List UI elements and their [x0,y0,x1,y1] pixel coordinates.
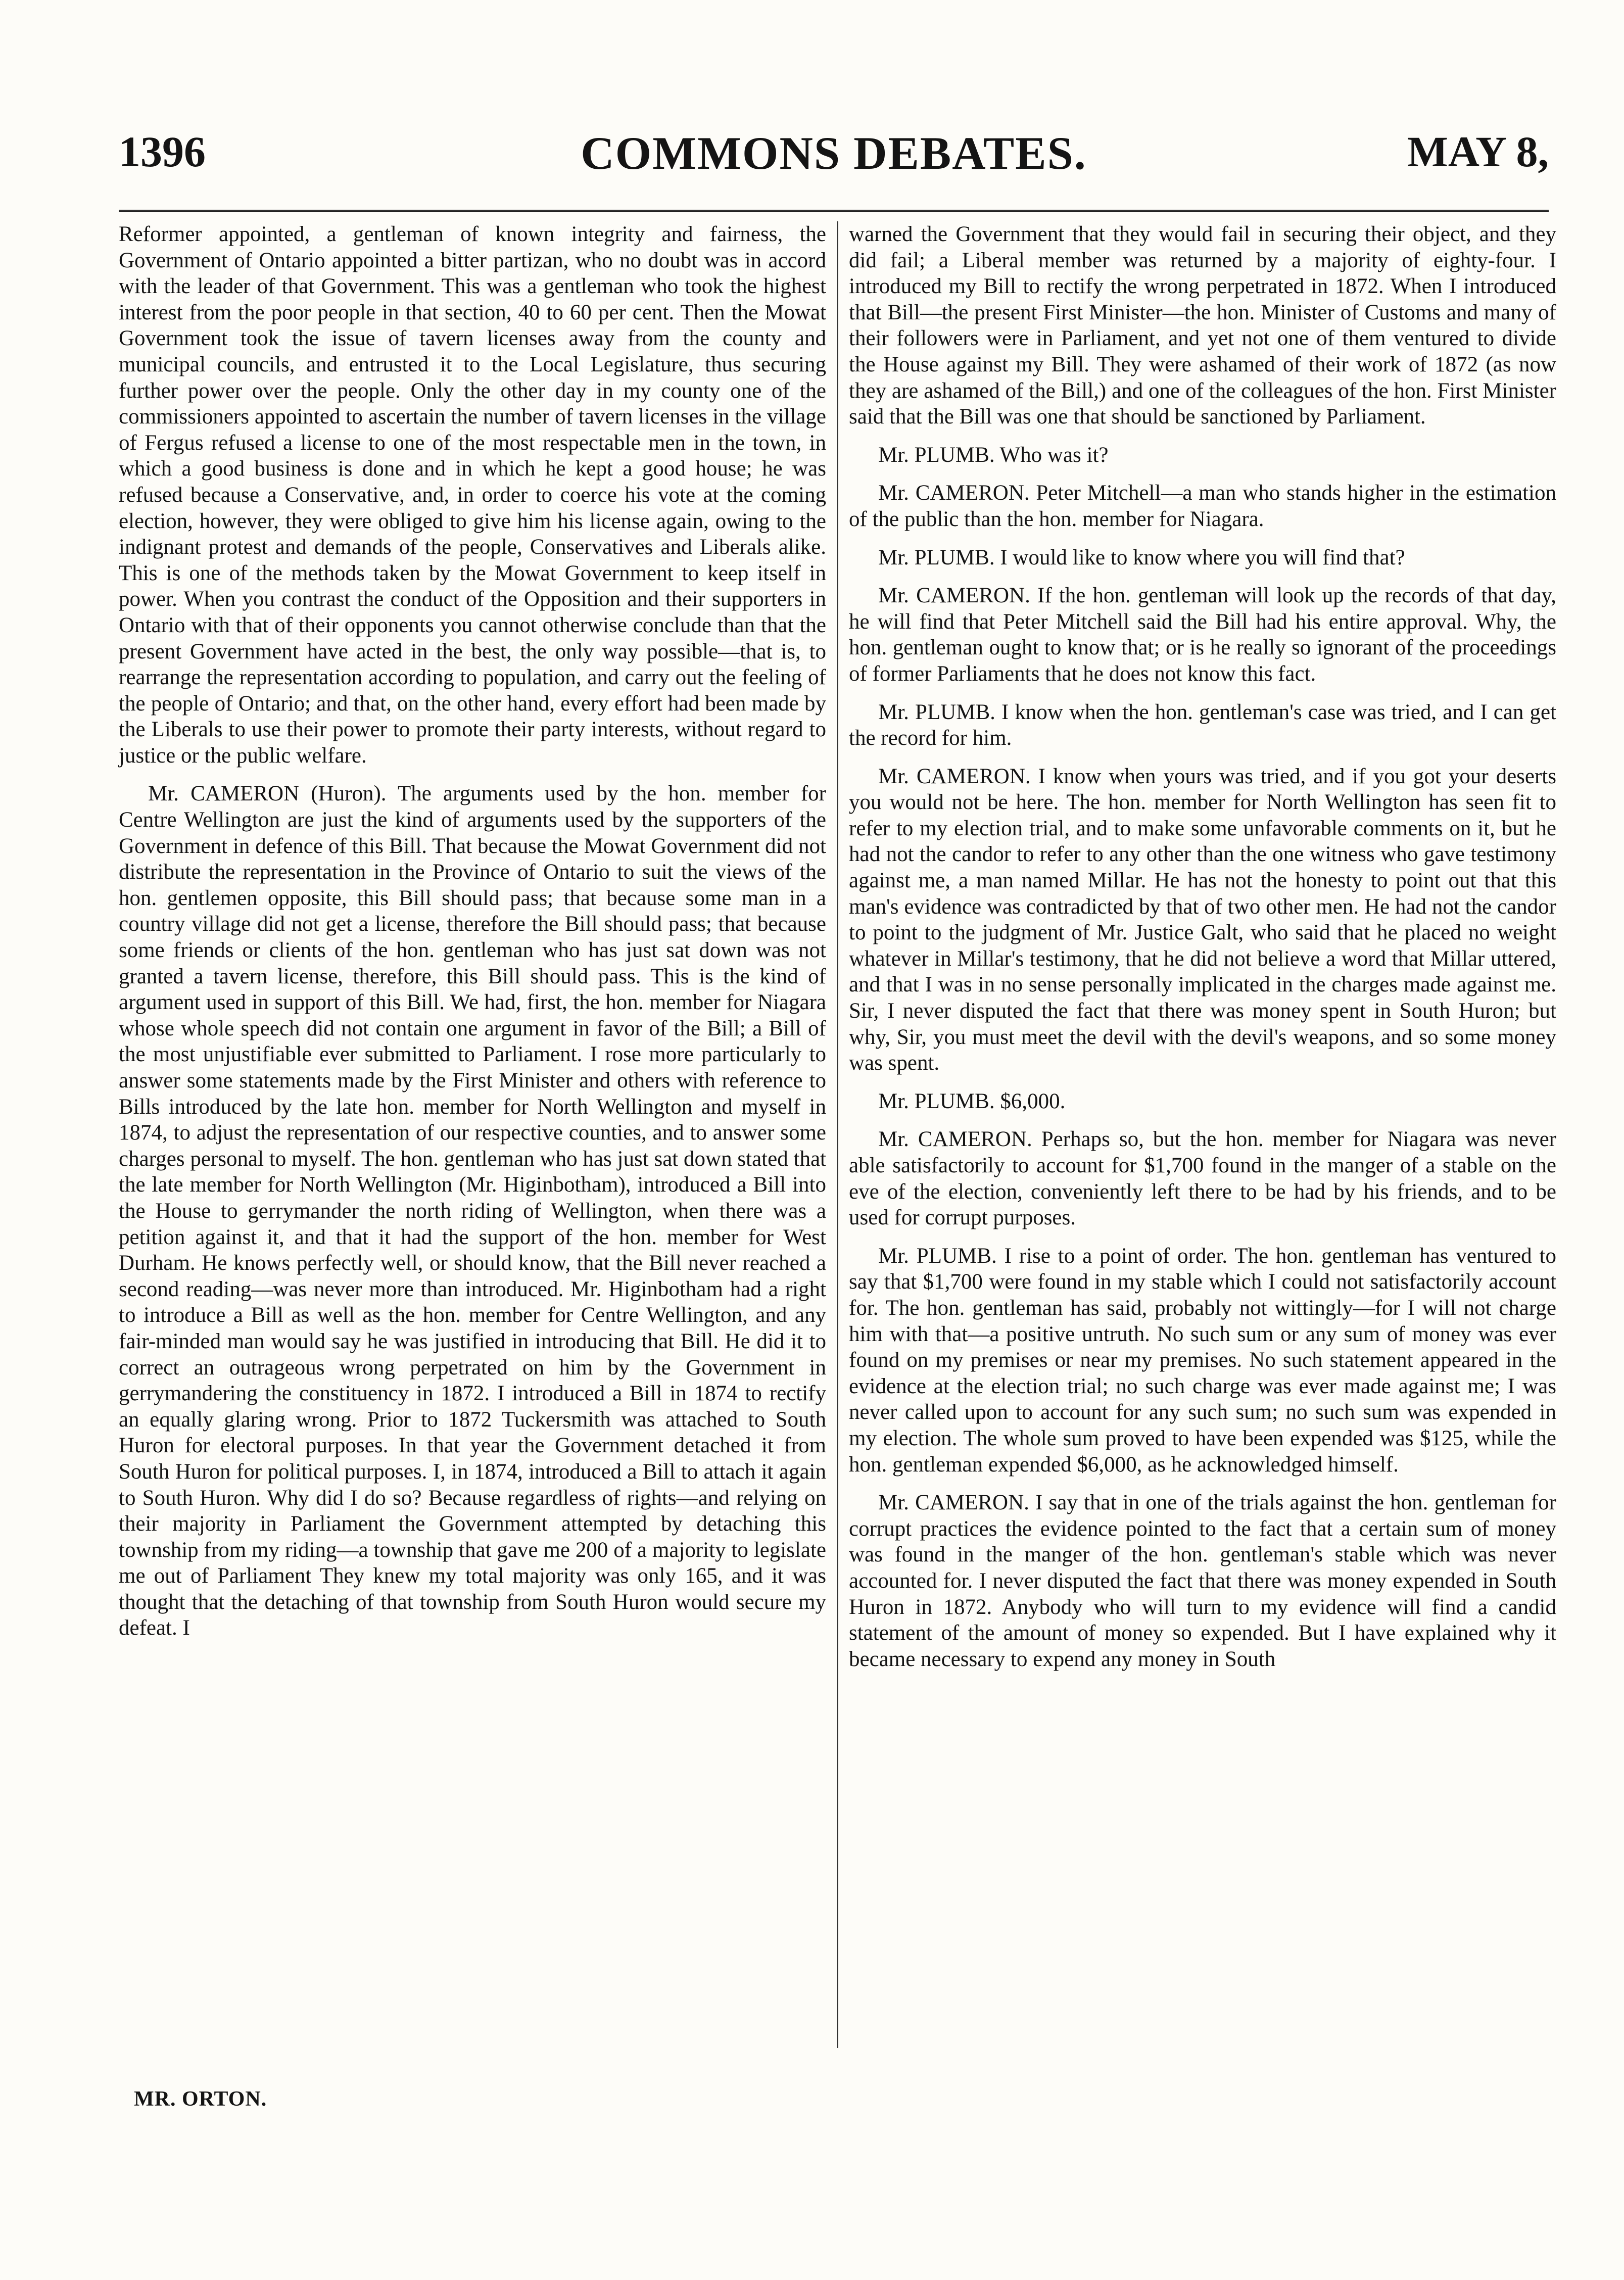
paragraph: Reformer appointed, a gentleman of known integrity and fairness, the Government of Ontario appointed a bitter partizan, who no doubt was in accord with the leader of that Government. This was a gentleman who took the highest interest from the poor people in that section, 40 to 60 per cent. Then the Mowat Government took the issue of tavern licenses away from the county and municipal councils, and entrusted it to the Local Legislature, thus securing further power over the people. Only the other day in my county one of the commissioners appointed to ascertain the number of tavern licenses in the village of Fergus refused a license to one of the most respectable men in the town, in which a good business is done and in which he kept a good house; he was refused because a Conservative, and, in order to coerce his vote at the coming election, however, they were obliged to give him his license again, owing to the indignant protest and demands of the people, Conservatives and Liberals alike. This is one of the methods taken by the Mowat Government to keep itself in power. When you contrast the conduct of the Opposition and their supporters in Ontario with that of their opponents you cannot otherwise conclude than that the present Government have acted in the best, the only way possible—that is, to rearrange the representation according to population, and carry out the feeling of the people of Ontario; and that, on the other hand, every effort had been made by the Liberals to use their power to promote their party interests, without regard to justice or the public welfare. [119,222,826,768]
paragraph: Mr. CAMERON. I say that in one of the trials against the hon. gentleman for corrupt practices the evidence pointed to the fact that a certain sum of money was found in the manger of the hon. gentleman's stable which was never accounted for. I never disputed the fact that there was money expended in South Huron in 1872. Anybody who will turn to my evidence will find a candid statement of the amount of money so expended. But I have explained why it became necessary to expend any money in South [849,1491,1556,1671]
paragraph: Mr. CAMERON. I know when yours was tried, and if you got your deserts you would not be here. The hon. member for North Wellington has seen fit to refer to my election trial, and to make some unfavorable comments on it, but he had not the candor to refer to any other than the one witness who gave testimony against me, a man named Millar. He has not the honesty to point out that this man's evidence was contradicted by that of two other men. He had not the candor to point to the judgment of Mr. Justice Galt, who said that he placed no weight whatever in Millar's testimony, that he did not believe a word that Millar uttered, and that I was in no sense personally implicated in the charges made against me. Sir, I never disputed the fact that there was money spent in South Huron; but why, Sir, you must meet the devil with the devil's weapons, and so some money was spent. [849,764,1556,1075]
page-number: 1396 [119,127,206,176]
page-date: MAY 8, [1407,127,1549,176]
paragraph: Mr. CAMERON. Perhaps so, but the hon. member for Niagara was never able satisfactorily to account for $1,700 found in the manger of a stable on the eve of the election, conveniently left there to be had by his friends, and to be used for corrupt purposes. [849,1127,1556,1230]
left-column [119,221,826,1653]
paragraph: Mr. CAMERON. Peter Mitchell—a man who stands higher in the estimation of the public than the hon. member for Niagara. [849,481,1556,531]
paragraph: Mr. PLUMB. $6,000. [878,1089,1066,1113]
catchword: MR. ORTON. [134,2087,267,2111]
paragraph: Mr. CAMERON (Huron). The arguments used by the hon. member for Centre Wellington are just the kind of arguments used by the supporters of the Government in defence of this Bill. That because the Mowat Government did not distribute the representation in the Province of Ontario to suit the views of the hon. gentlemen opposite, this Bill should pass; that because some man in a country village did not get a license, therefore the Bill should pass; that because some friends or clients of the hon. gentleman who has just sat down was not granted a tavern license, therefore, this Bill should pass. This is the kind of argument used in support of this Bill. We had, first, the hon. member for Niagara whose whole speech did not contain one argument in favor of the Bill; a Bill of the most unjustifiable ever submitted to Parliament. I rose more particularly to answer some statements made by the First Minister and others with reference to Bills introduced by the late hon. member for North Wellington and myself in 1874, to adjust the representation of our respective counties, and to answer some charges personal to myself. The hon. gentleman who has just sat down stated that the late member for North Wellington (Mr. Higinbotham), introduced a Bill into the House to gerrymander the north riding of Wellington, when there was a petition against it, and that it had the support of the hon. member for West Durham. He knows perfectly well, or should know, that the Bill never reached a second reading—was never more than introduced. Mr. Higinbotham had a right to introduce a Bill as well as the hon. member for Centre Wellington, and any fair-minded man would say he was justified in introducing that Bill. He did it to correct an outrageous wrong perpetrated on him by the Government in gerrymandering the constituency in 1872. I introduced a Bill in 1874 to rectify an equally glaring wrong. Prior to 1872 Tuckersmith was attached to South Huron for electoral purposes. In that year the Government detached it from South Huron for political purposes. I, in 1874, introduced a Bill to attach it again to South Huron. Why did I do so? Because regardless of rights—and relying on their majority in Parliament the Government attempted by detaching this township from my riding—a township that gave me 200 of a majority to legislate me out of Parliament They knew my total majority was only 165, and it was thought that the detaching of that township from South Huron would secure my defeat. I [119,782,826,1640]
header-rule [119,210,1549,212]
paragraph: Mr. PLUMB. I rise to a point of order. The hon. gentleman has ventured to say that $1,700 were found in my stable which I could not satisfactorily account for. The hon. gentleman has said, probably not wittingly—for I will not charge him with that—a positive untruth. No such sum or any sum of money was ever found on my premises or near my premises. No such statement appeared in the evidence at the election trial; no such charge was ever made against me; I was never called upon to account for any such sum; no such sum was expended in my election. The whole sum proved to have been expended was $125, while the hon. gentleman expended $6,000, as he acknowledged himself. [849,1244,1556,1477]
paragraph: Mr. CAMERON. If the hon. gentleman will look up the records of that day, he will find that Peter Mitchell said the Bill had his entire approval. Why, the hon. gentleman ought to know that; or is he really so ignorant of the proceedings of former Parliaments that he does not know this fact. [849,584,1556,686]
column-divider [837,221,838,2048]
right-column [849,221,1556,1684]
paragraph: Mr. PLUMB. Who was it? [878,443,1109,467]
page-header [119,126,1549,197]
page-title: COMMONS DEBATES. [581,127,1087,179]
paragraph: warned the Government that they would fail in securing their object, and they did fail; a Liberal member was returned by a majority of eighty-four. I introduced my Bill to rectify the wrong perpetrated in 1872. When I introduced that Bill—the present First Minister—the hon. Minister of Customs and many of their followers were in Parliament, and yet not one of them ventured to divide the House against my Bill. They were ashamed of their work of 1872 (as now they are ashamed of the Bill,) and one of the colleagues of the hon. First Minister said that the Bill was one that should be sanctioned by Parliament. [849,222,1556,429]
paragraph: Mr. PLUMB. I would like to know where you will find that? [878,545,1405,569]
paragraph: Mr. PLUMB. I know when the hon. gentleman's case was tried, and I can get the record for him. [849,700,1556,750]
